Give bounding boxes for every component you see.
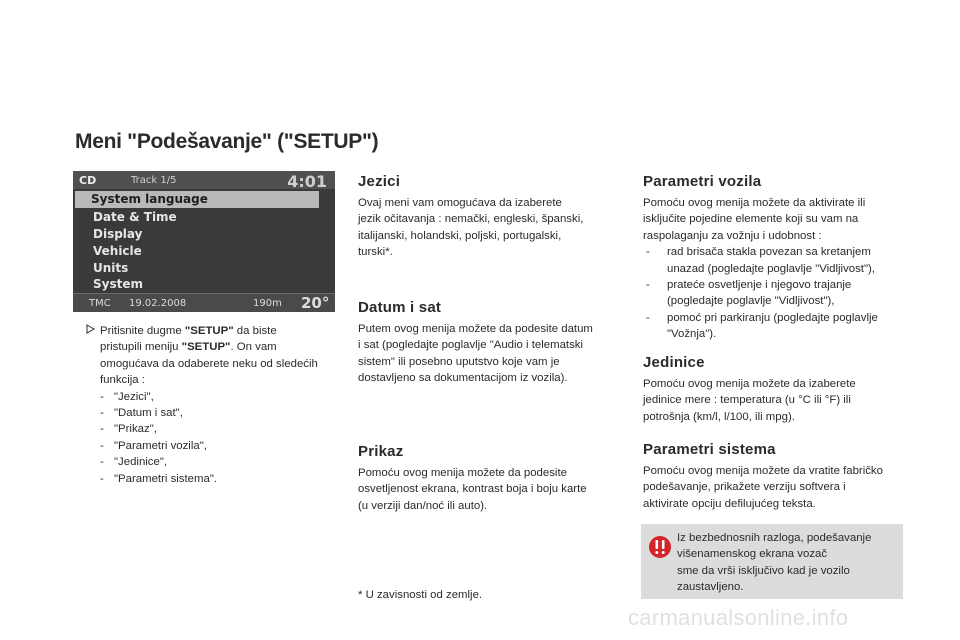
page-title: Meni "Podešavanje" ("SETUP")	[75, 130, 379, 153]
screen-menu-item: Date & Time	[93, 210, 177, 224]
screen-distance: 190m	[253, 298, 282, 309]
list-item: - "Parametri sistema".	[100, 472, 218, 485]
list-item: - prateće osvetljenje i njegovo trajanje (pogledajte poglavlje "Vidljivost"),	[646, 279, 852, 308]
screen-clock: 4:01	[287, 172, 327, 191]
heading-parametri-sistema: Parametri sistema	[643, 441, 776, 458]
screen-source: CD	[79, 174, 97, 187]
warning-box	[641, 524, 903, 599]
intro-block: Pritisnite dugme "SETUP" da biste pristupili meniju "SETUP". On vam omogućava da odaberete neku od sledećih funkcija : - "Jezici", - "Datum i sat", - "Prikaz", - "Parametri vozila", - "Jedinice", - "Parametri sistema".	[86, 323, 326, 487]
warning-icon	[649, 536, 671, 558]
screen-tmc: TMC	[89, 298, 111, 309]
screen-selected-item: System language	[75, 191, 319, 208]
pointer-icon	[86, 324, 95, 334]
datum-text: Putem ovog menija možete da podesite datum i sat (pogledajte poglavlje "Audio i telematski sistem" ili posebno uputstvo koje vam je dostavljeno sa dokumentacijom iz vozila).	[358, 323, 593, 385]
screen-date: 19.02.2008	[129, 298, 187, 309]
jezici-text: Ovaj meni vam omogućava da izaberete jezik očitavanja : nemački, engleski, španski, italijanski, holandski, poljski, portugalski, turski*.	[358, 197, 584, 259]
screen-top-bar	[73, 171, 335, 189]
heading-prikaz: Prikaz	[358, 443, 404, 460]
sistema-text: Pomoću ovog menija možete da vratite fabričko podešavanje, prikažete verziju softvera i aktivirate opciju defilujućeg teksta.	[643, 465, 883, 510]
screen-bottom-bar	[73, 293, 335, 312]
list-item: - "Datum i sat",	[100, 407, 183, 420]
screen-menu-item: Units	[93, 261, 129, 275]
list-item: - "Parametri vozila",	[100, 439, 207, 452]
heading-parametri-vozila: Parametri vozila	[643, 173, 762, 190]
screen-menu-item: System	[93, 277, 143, 291]
footnote: * U zavisnosti od zemlje.	[358, 589, 483, 601]
screen-menu-item: Vehicle	[93, 244, 142, 258]
screen-temp: 20°	[301, 294, 330, 312]
screen-menu-item: Display	[93, 227, 143, 241]
prikaz-text: Pomoću ovog menija možete da podesite osvetljenost ekrana, kontrast boja i boju karte (u verziji dan/noć ili auto).	[358, 467, 587, 512]
list-item: - "Prikaz",	[100, 423, 157, 436]
watermark: carmanualsonline.info	[628, 605, 849, 630]
warning-text: Iz bezbednosnih razloga, podešavanje višenamenskog ekrana vozač sme da vrši isključivo kad je vozilo zaustavljeno.	[677, 532, 872, 594]
list-item: - "Jedinice",	[100, 456, 168, 469]
heading-jezici: Jezici	[358, 173, 401, 190]
setup-screen-image	[73, 171, 335, 312]
heading-jedinice: Jedinice	[643, 354, 705, 371]
screen-track: Track 1/5	[131, 175, 177, 186]
list-item: - pomoć pri parkiranju (pogledajte poglavlje "Vožnja").	[646, 311, 878, 341]
heading-datum-i-sat: Datum i sat	[358, 299, 442, 316]
jedinice-text: Pomoću ovog menija možete da izaberete jedinice mere : temperatura (u °C ili °F) ili potrošnja (km/l, l/100, ili mpg).	[643, 378, 856, 423]
vozila-text: Pomoću ovog menija možete da aktivirate ili isključite pojedine elemente koji su vam na raspolaganju za vožnju i udobnost : - rad brisača stakla povezan sa kretanjem unazad (pogledajte poglavlje "Vidljivost"), - prateće osvetljenje i njegovo trajanje (pogledajte poglavlje "Vidljivost"), - pomoć pri parkiranju (pogledajte poglavlje "Vožnja").	[643, 195, 913, 343]
list-item: - "Jezici",	[100, 390, 154, 403]
list-item: - rad brisača stakla povezan sa kretanjem unazad (pogledajte poglavlje "Vidljivost"),	[646, 246, 875, 275]
